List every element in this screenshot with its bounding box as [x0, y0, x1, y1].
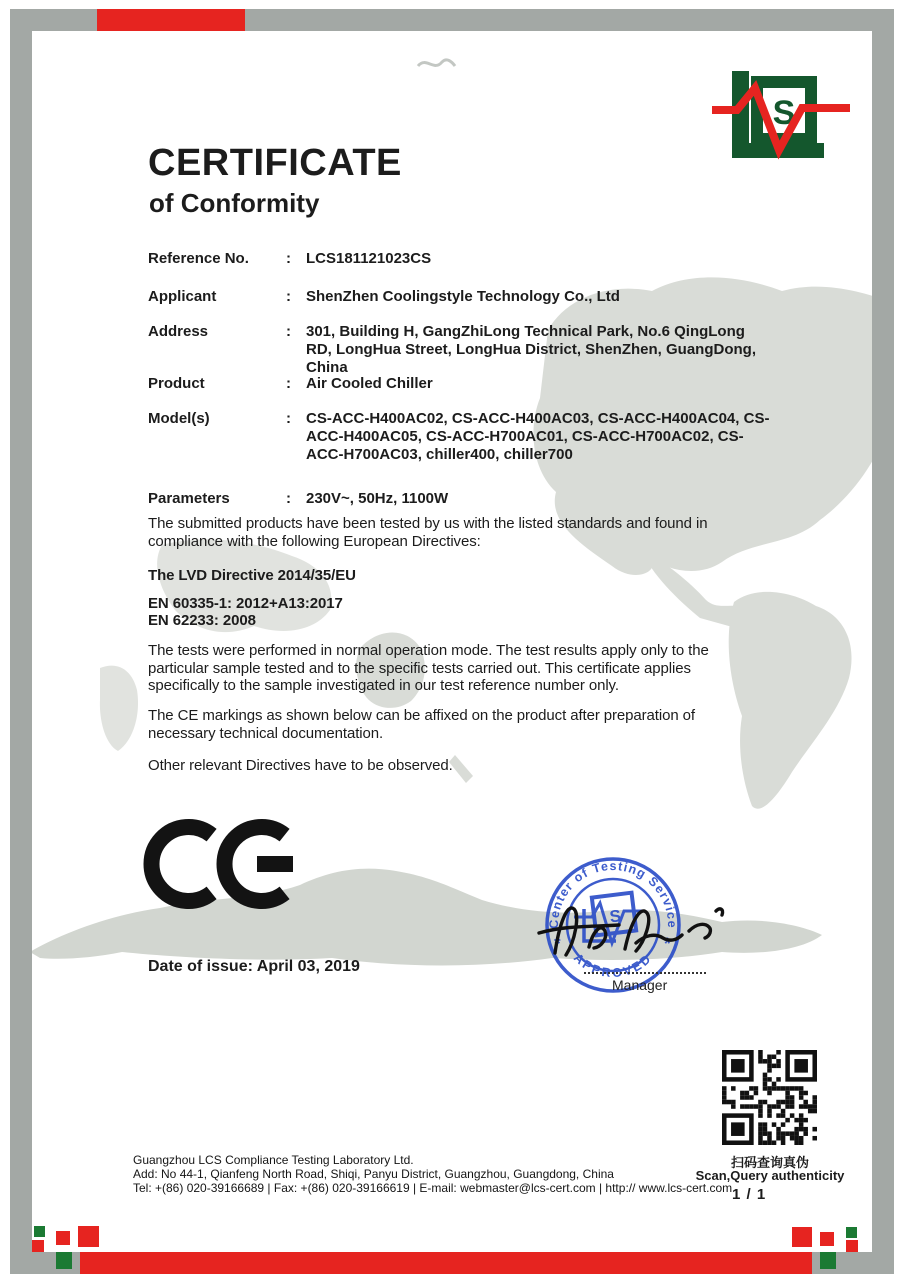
qr-code: [722, 1050, 817, 1145]
decorative-square: [820, 1232, 834, 1246]
field-label: Model(s): [148, 410, 210, 427]
standard-en62233: EN 62233: 2008: [148, 612, 256, 629]
certificate-title: CERTIFICATE: [148, 142, 402, 184]
stamp-asterisk: *: [554, 934, 561, 953]
tests-paragraph: The tests were performed in normal operation mode. The test results apply only to the particular sample tested and to the specific tests carried out. This certificate applies specifically to the sample investigated in our test reference number only.: [148, 642, 709, 694]
field-label: Product: [148, 375, 205, 392]
field-colon: :: [286, 375, 291, 392]
intro-paragraph: The submitted products have been tested by us with the listed standards and found in compliance with the following European Directives:: [148, 515, 708, 550]
lcs-logo-icon: [712, 66, 862, 186]
qr-caption-en: Scan,Query authenticity: [695, 1168, 845, 1183]
stamp-arc-bottom-text: APPROVED: [570, 950, 656, 981]
issue-date: Date of issue: April 03, 2019: [148, 958, 360, 975]
scan-artifact-squiggle: [418, 60, 455, 66]
decorative-square: [34, 1226, 45, 1237]
field-label: Applicant: [148, 288, 217, 305]
decorative-square: [846, 1227, 857, 1238]
field-label: Address: [148, 323, 209, 340]
field-row-applicant: [148, 288, 788, 306]
standard-en60335: EN 60335-1: 2012+A13:2017: [148, 595, 343, 612]
frame-bottom-red-bar: [80, 1252, 812, 1274]
frame-top-red-segment: [97, 9, 245, 31]
footer-company: Guangzhou LCS Compliance Testing Laboratory Ltd.: [133, 1153, 414, 1167]
field-row-models: [148, 410, 788, 464]
field-row-reference: [148, 250, 788, 268]
field-value: CS-ACC-H400AC02, CS-ACC-H400AC03, CS-ACC-H400AC04, CS-ACC-H400AC05, CS-ACC-H700AC01, CS-ACC-H700AC02, CS-ACC-H700AC03, chiller400, chiller700: [306, 410, 770, 463]
logo-letter: S: [772, 94, 796, 132]
qr-caption-zh: 扫码查询真伪: [730, 1155, 809, 1170]
field-label: Parameters: [148, 490, 230, 507]
decorative-square: [792, 1227, 812, 1247]
decorative-square: [56, 1231, 70, 1245]
decorative-square: [846, 1240, 858, 1252]
other-directives-paragraph: Other relevant Directives have to be observed.: [148, 757, 453, 774]
field-colon: :: [286, 410, 291, 427]
ce-marking-icon: [143, 813, 305, 915]
frame-left: [10, 9, 32, 1274]
stamp-logo-letter: S: [608, 906, 623, 927]
decorative-square: [78, 1226, 99, 1247]
field-label: Reference No.: [148, 250, 249, 267]
field-colon: :: [286, 323, 291, 340]
field-colon: :: [286, 250, 291, 267]
field-row-product: [148, 375, 788, 393]
signature-icon: [533, 885, 733, 980]
field-value: LCS181121023CS: [306, 250, 432, 267]
frame-right: [872, 9, 894, 1274]
stamp-asterisk: *: [664, 934, 671, 953]
ce-markings-paragraph: The CE markings as shown below can be affixed on the product after preparation of necessary technical documentation.: [148, 707, 695, 742]
field-value: Air Cooled Chiller: [306, 375, 433, 392]
stamp-arc-top-text: Center of Testing Service: [546, 858, 680, 929]
certificate-subtitle: of Conformity: [149, 188, 320, 218]
field-colon: :: [286, 490, 291, 507]
field-value: ShenZhen Coolingstyle Technology Co., Ltd: [306, 288, 620, 305]
field-value: 301, Building H, GangZhiLong Technical Park, No.6 QingLong RD, LongHua Street, LongHua District, ShenZhen, GuangDong, China: [306, 323, 756, 376]
field-colon: :: [286, 288, 291, 305]
field-value: 230V~, 50Hz, 1100W: [306, 490, 449, 507]
field-row-address: [148, 323, 788, 377]
decorative-square: [32, 1240, 44, 1252]
page-number: 1 / 1: [732, 1186, 767, 1203]
footer-address: Add: No 44-1, Qianfeng North Road, Shiqi, Panyu District, Guangzhou, Guangdong, China: [133, 1167, 614, 1181]
lvd-directive: The LVD Directive 2014/35/EU: [148, 567, 356, 584]
signature-line: [584, 972, 706, 974]
decorative-square: [820, 1252, 836, 1269]
decorative-square: [56, 1252, 72, 1269]
field-row-parameters: [148, 490, 788, 508]
manager-label: Manager: [612, 977, 668, 993]
footer-contacts: Tel: +(86) 020-39166689 | Fax: +(86) 020-39166619 | E-mail: webmaster@lcs-cert.com | http:// www.lcs-cert.com: [133, 1181, 733, 1195]
